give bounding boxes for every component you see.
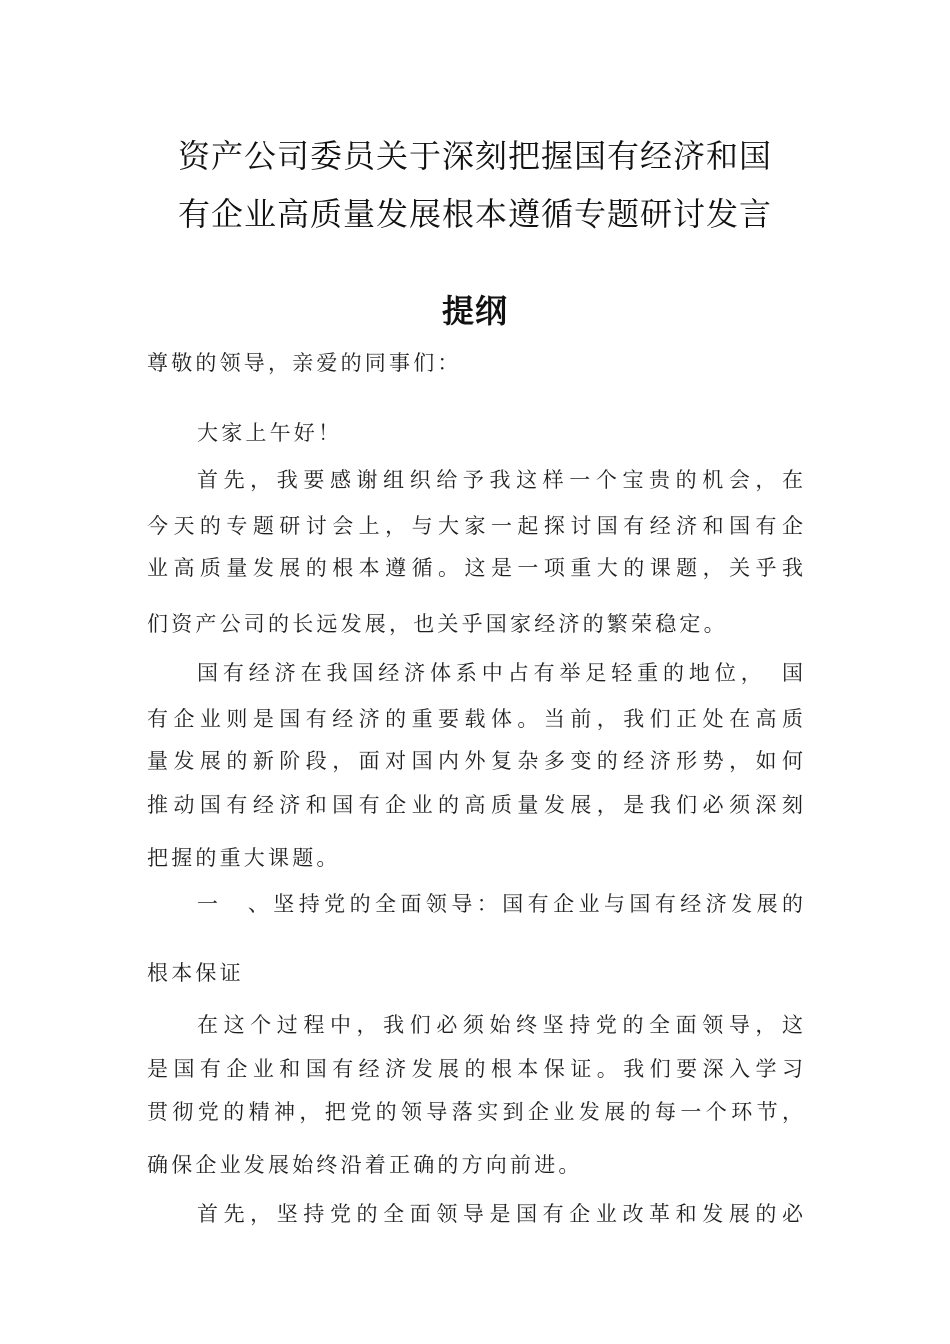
document-title (150, 127, 800, 243)
paragraph-2-line-2: 有企业则是国有经济的重要载体。当前，我们正处在高质 (147, 707, 803, 731)
section-heading-1-line-1: 一 、坚持党的全面领导：国有企业与国有经济发展的 (197, 892, 803, 916)
paragraph-1-line-4: 们资产公司的长远发展，也关乎国家经济的繁荣稳定。 (147, 612, 728, 636)
paragraph-3-line-4: 确保企业发展始终沿着正确的方向前进。 (147, 1153, 583, 1177)
section-heading-1-line-2: 根本保证 (147, 961, 244, 985)
title-line-1: 资产公司委员关于深刻把握国有经济和国 (177, 137, 772, 175)
document-title-suffix: 提纲 (441, 292, 508, 330)
title-line-2: 有企业高质量发展根本遵循专题研讨发言 (177, 195, 772, 233)
paragraph-2-line-1: 国有经济在我国经济体系中占有举足轻重的地位， 国 (197, 661, 803, 685)
greeting: 大家上午好！ (197, 421, 343, 445)
paragraph-3-line-1: 在这个过程中，我们必须始终坚持党的全面领导，这 (197, 1013, 803, 1037)
salutation: 尊敬的领导，亲爱的同事们： (147, 351, 462, 375)
paragraph-2-line-3: 量发展的新阶段，面对国内外复杂多变的经济形势，如何 (147, 749, 803, 773)
paragraph-1-line-1: 首先，我要感谢组织给予我这样一个宝贵的机会，在 (197, 468, 803, 492)
paragraph-4-line-1: 首先，坚持党的全面领导是国有企业改革和发展的必 (197, 1202, 803, 1226)
paragraph-3-line-3: 贯彻党的精神，把党的领导落实到企业发展的每一个环节， (147, 1100, 803, 1124)
paragraph-1-line-2: 今天的专题研讨会上，与大家一起探讨国有经济和国有企 (147, 514, 803, 538)
paragraph-1-line-3: 业高质量发展的根本遵循。这是一项重大的课题，关乎我 (147, 556, 803, 580)
paragraph-2-line-4: 推动国有经济和国有企业的高质量发展，是我们必须深刻 (147, 793, 803, 817)
paragraph-2-line-5: 把握的重大课题。 (147, 846, 341, 870)
paragraph-3-line-2: 是国有企业和国有经济发展的根本保证。我们要深入学习 (147, 1057, 803, 1081)
